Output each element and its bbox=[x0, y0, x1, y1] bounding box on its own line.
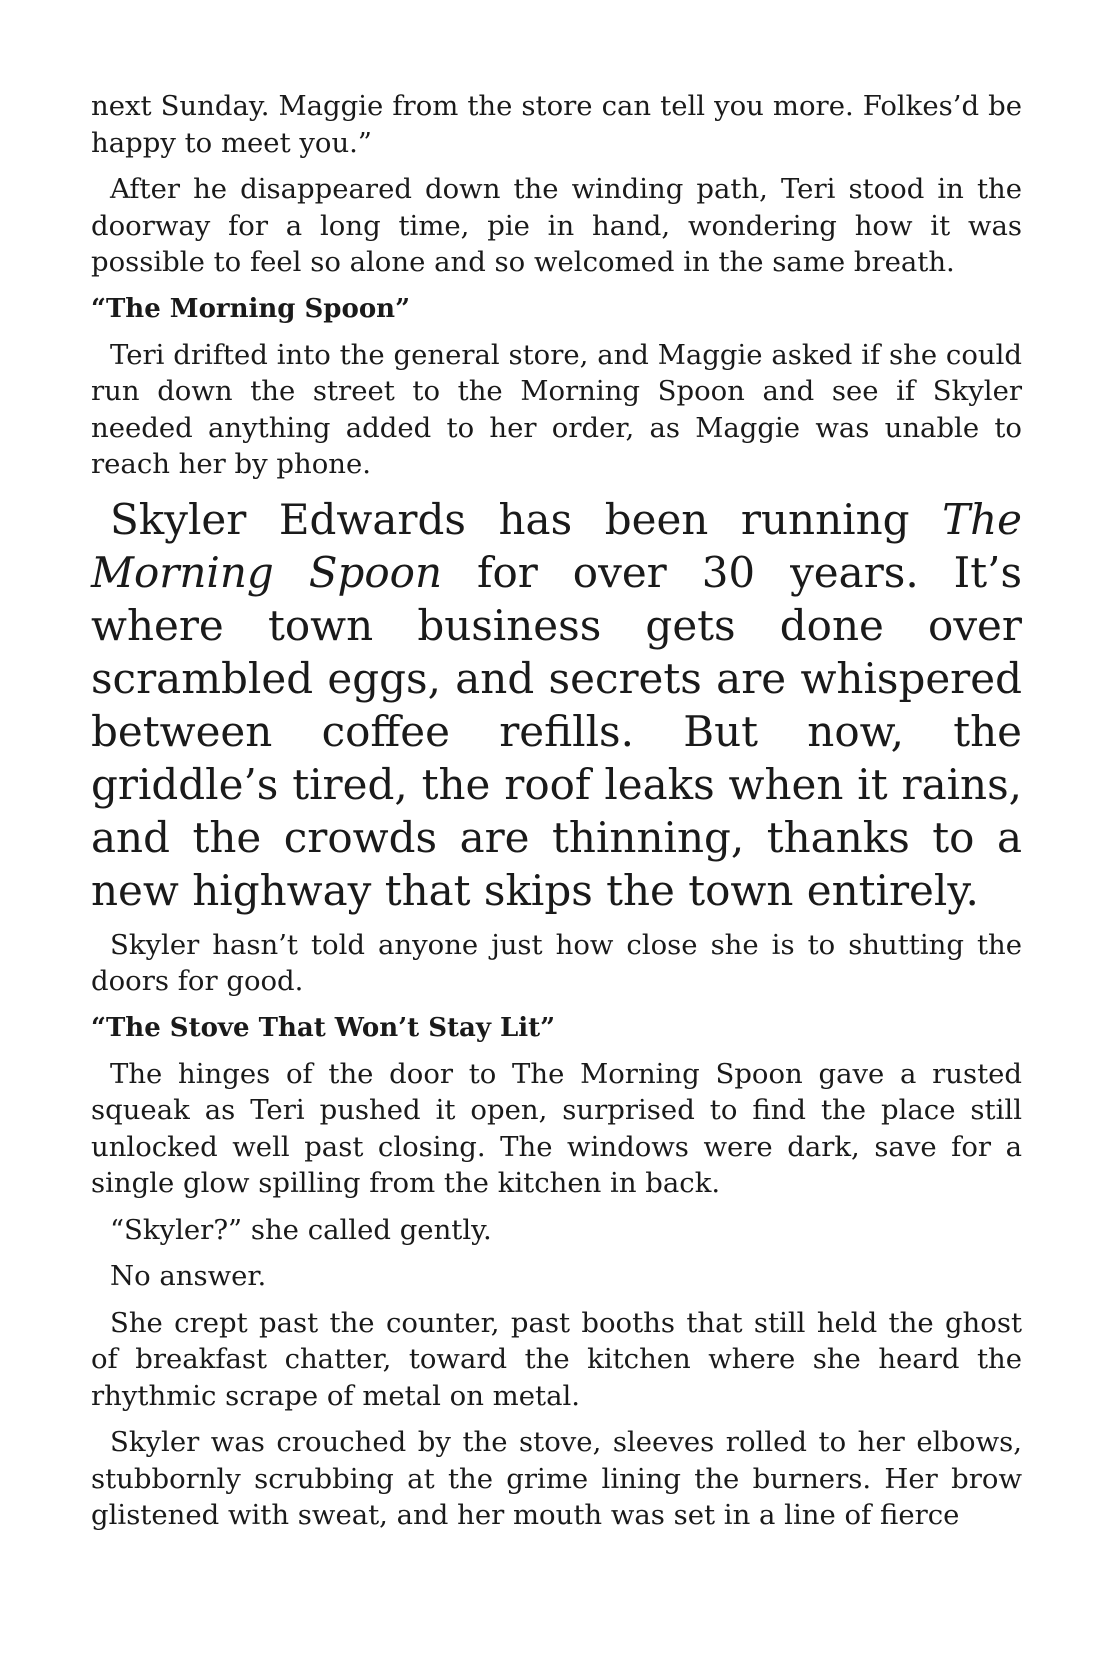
page-body bbox=[91, 88, 1022, 1544]
paragraph: Teri drifted into the general store, and Maggie asked if she could run down the street to the Morning Spoon and see if Skyler needed anything added to her order, as Maggie was unable to reach her by phone. bbox=[91, 338, 1022, 480]
blurb-title: The Morning Spoon bbox=[91, 494, 1022, 597]
paragraph: After he disappeared down the winding path, Teri stood in the doorway for a long time, pie in hand, wondering how it was possible to feel so alone and so welcomed in the same breath. bbox=[91, 173, 1022, 278]
section-heading-morning-spoon: “The Morning Spoon” bbox=[91, 293, 411, 324]
paragraph: The hinges of the door to The Morning Spoon gave a rusted squeak as Teri pushed it open, surprised to find the place still unlocked well past closing. The windows were dark, save for a single glow spilling from the kitchen in back. bbox=[91, 1057, 1022, 1199]
blurb-text-start: Skyler Edwards has been running bbox=[110, 494, 943, 544]
paragraph-continued: next Sunday. Maggie from the store can tell you more. Folkes’d be happy to meet you.” bbox=[91, 90, 1022, 159]
blurb-text-end: for over 30 years. It’s where town business gets done over scrambled eggs, and secrets are whispered between coffee refills. But now, the griddle’s tired, the roof leaks when it rains, and the crowds are thinning, thanks to a new highway that skips the town entirely. bbox=[91, 547, 1022, 915]
paragraph: Skyler hasn’t told anyone just how close she is to shutting the doors for good. bbox=[91, 928, 1022, 997]
section-heading-stove: “The Stove That Won’t Stay Lit” bbox=[91, 1012, 556, 1043]
paragraph: Skyler was crouched by the stove, sleeves rolled to her elbows, stubbornly scrubbing at the grime lining the burners. Her brow glistened with sweat, and her mouth was set in a line of fierce bbox=[91, 1426, 1022, 1531]
paragraph: She crept past the counter, past booths that still held the ghost of breakfast chatter, toward the kitchen where she heard the rhythmic scrape of metal on metal. bbox=[91, 1306, 1022, 1412]
blurb-paragraph bbox=[91, 493, 1022, 917]
paragraph: No answer. bbox=[110, 1260, 267, 1292]
paragraph: “Skyler?” she called gently. bbox=[110, 1213, 492, 1246]
